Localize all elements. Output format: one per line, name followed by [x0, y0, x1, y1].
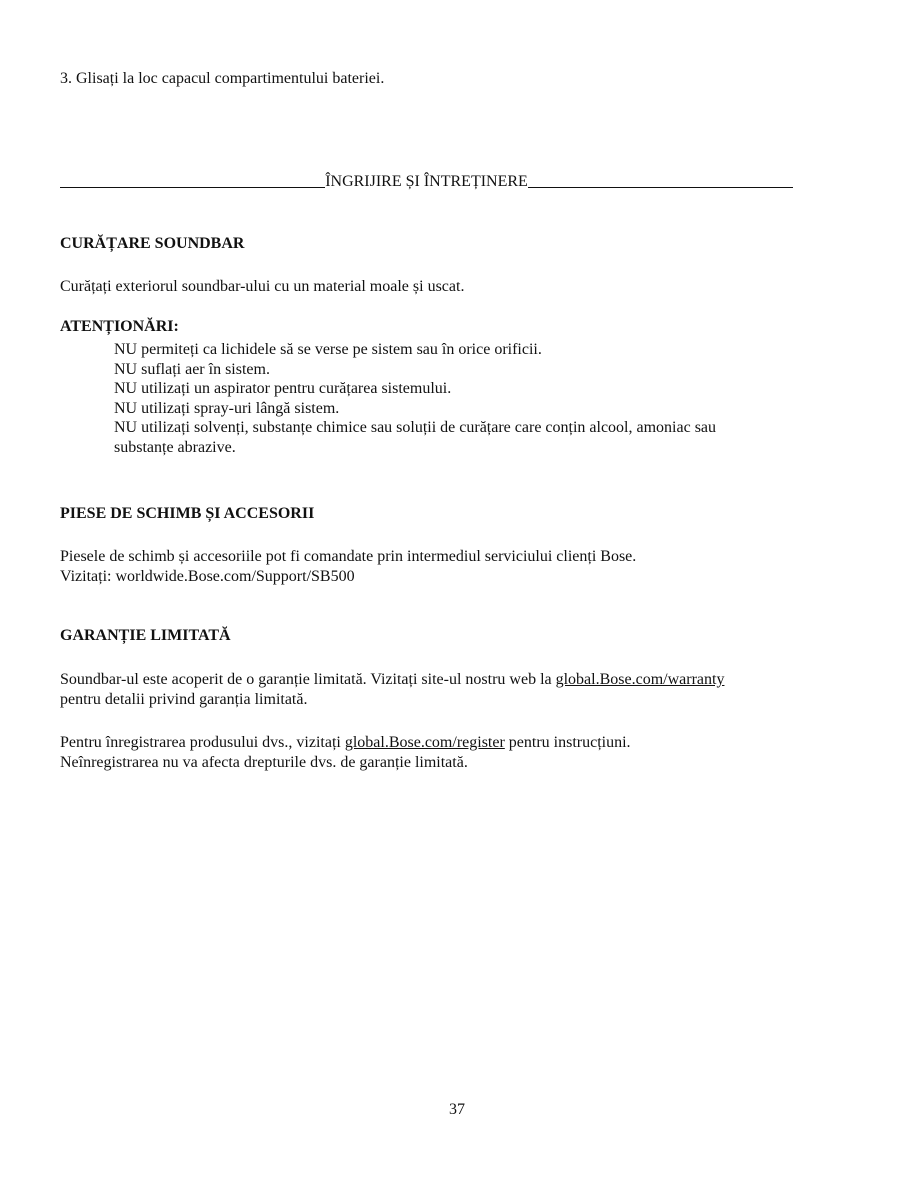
warning-item: NU utilizați spray-uri lângă sistem. [114, 399, 340, 417]
warranty-link[interactable]: global.Bose.com/warranty [555, 671, 725, 688]
step-3-text: 3. Glisați la loc capacul compartimentului bateriei. [60, 70, 385, 87]
warranty-text: Soundbar-ul este acoperit de o garanție limitată. Vizitați site-ul nostru web la [60, 671, 556, 688]
title-rule-right [528, 186, 793, 188]
register-link[interactable]: global.Bose.com/register [344, 734, 505, 751]
register-paragraph-line2: Neînregistrarea nu va afecta drepturile dvs. de garanție limitată. [60, 753, 468, 771]
parts-text-line1: Piesele de schimb și accesoriile pot fi comandate prin intermediul serviciului clienți Bose. [60, 548, 637, 565]
cleaning-text: Curățați exteriorul soundbar-ului cu un material moale și uscat. [60, 278, 465, 295]
section-title [60, 173, 793, 191]
register-text: Pentru înregistrarea produsului dvs., vizitați [60, 734, 345, 751]
section-title-text: ÎNGRIJIRE ȘI ÎNTREȚINERE [325, 173, 528, 190]
register-paragraph-line1 [60, 733, 631, 753]
cleaning-heading: CURĂȚARE SOUNDBAR [60, 235, 245, 252]
warning-item: NU permiteți ca lichidele să se verse pe sistem sau în orice orificii. [114, 341, 542, 358]
warnings-heading: ATENȚIONĂRI: [60, 318, 179, 335]
page-number: 37 [449, 1101, 465, 1118]
register-text-after: pentru instrucțiuni. [504, 734, 631, 751]
warning-item: NU utilizați un aspirator pentru curățarea sistemului. [114, 380, 452, 397]
parts-heading: PIESE DE SCHIMB ȘI ACCESORII [60, 505, 315, 522]
warning-item: NU utilizați solvenți, substanțe chimice sau soluții de curățare care conțin alcool, amoniac sau [114, 419, 717, 436]
warranty-paragraph-line1 [60, 670, 724, 690]
warranty-paragraph-line2: pentru detalii privind garanția limitată. [60, 690, 308, 708]
title-rule-left [60, 186, 325, 188]
warning-item: NU suflați aer în sistem. [114, 360, 270, 378]
warning-item: substanțe abrazive. [114, 438, 236, 456]
parts-text-line2: Vizitați: worldwide.Bose.com/Support/SB500 [60, 567, 355, 585]
warranty-heading: GARANȚIE LIMITATĂ [60, 627, 231, 644]
